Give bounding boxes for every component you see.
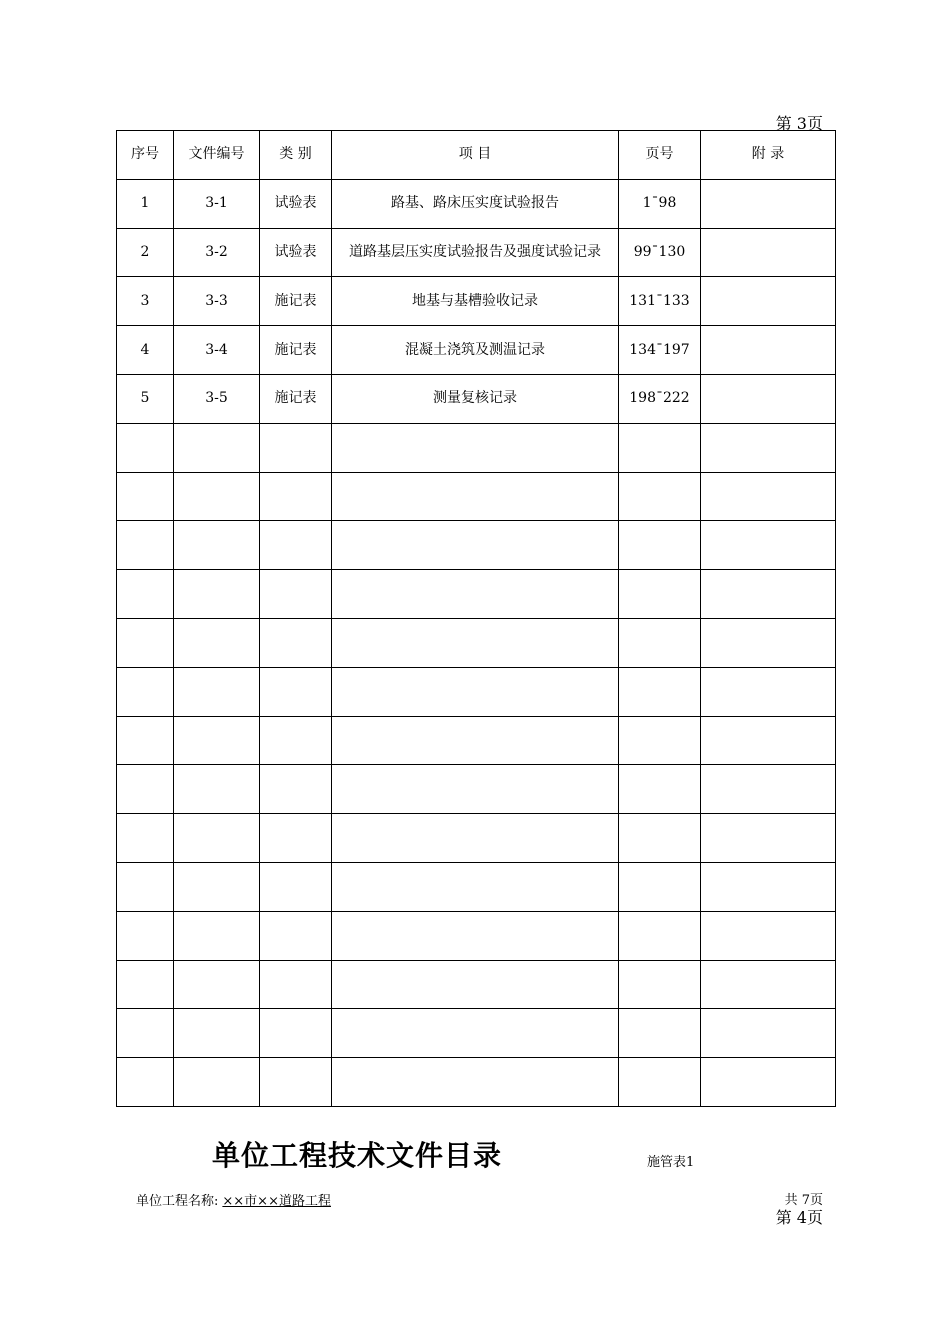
cell-category [260, 570, 332, 619]
cell-item [332, 814, 619, 863]
table-row-empty [117, 716, 836, 765]
cell-item [332, 667, 619, 716]
cell-note [701, 521, 836, 570]
cell-item [332, 960, 619, 1009]
cell-seq [117, 618, 174, 667]
cell-item: 地基与基槽验收记录 [332, 277, 619, 326]
cell-category [260, 521, 332, 570]
cell-note [701, 1058, 836, 1107]
table-row-empty [117, 1009, 836, 1058]
unit-name-value: ××市××道路工程 [222, 1194, 331, 1209]
table-row-empty [117, 521, 836, 570]
table-row [117, 374, 836, 423]
cell-note [701, 326, 836, 375]
cell-item [332, 862, 619, 911]
cell-seq [117, 667, 174, 716]
table-row-empty [117, 960, 836, 1009]
cell-note [701, 228, 836, 277]
unit-name-label: 单位工程名称: [136, 1194, 219, 1209]
cell-pages [619, 667, 701, 716]
cell-item: 测量复核记录 [332, 374, 619, 423]
cell-category [260, 667, 332, 716]
cell-category [260, 862, 332, 911]
cell-category [260, 716, 332, 765]
cell-item: 路基、路床压实度试验报告 [332, 179, 619, 228]
cell-category: 施记表 [260, 326, 332, 375]
cell-note [701, 765, 836, 814]
cell-seq: 2 [117, 228, 174, 277]
cell-item: 道路基层压实度试验报告及强度试验记录 [332, 228, 619, 277]
cell-code [174, 423, 260, 472]
table-row-empty [117, 570, 836, 619]
cell-note [701, 911, 836, 960]
unit-name-line [136, 1190, 335, 1209]
cell-pages [619, 960, 701, 1009]
cell-item [332, 1058, 619, 1107]
cell-code [174, 862, 260, 911]
cell-pages [619, 814, 701, 863]
cell-pages [619, 862, 701, 911]
cell-pages: 134¯197 [619, 326, 701, 375]
cell-note [701, 716, 836, 765]
cell-seq [117, 765, 174, 814]
cell-seq [117, 521, 174, 570]
cell-category [260, 1009, 332, 1058]
cell-note [701, 374, 836, 423]
cell-category: 施记表 [260, 277, 332, 326]
cell-pages [619, 521, 701, 570]
cell-code [174, 960, 260, 1009]
cell-seq: 1 [117, 179, 174, 228]
cell-note [701, 179, 836, 228]
cell-item [332, 570, 619, 619]
cell-item [332, 423, 619, 472]
cell-seq [117, 960, 174, 1009]
cell-code: 3-3 [174, 277, 260, 326]
cell-note [701, 618, 836, 667]
cell-item [332, 521, 619, 570]
cell-item [332, 765, 619, 814]
table-row-empty [117, 667, 836, 716]
cell-code: 3-1 [174, 179, 260, 228]
cell-category [260, 765, 332, 814]
col-header-note: 附 录 [701, 131, 836, 180]
table-row-empty [117, 911, 836, 960]
cell-seq: 5 [117, 374, 174, 423]
cell-seq: 3 [117, 277, 174, 326]
cell-note [701, 277, 836, 326]
document-title: 单位工程技术文件目录 [212, 1139, 503, 1172]
cell-pages [619, 716, 701, 765]
cell-category [260, 618, 332, 667]
cell-code [174, 911, 260, 960]
cell-code [174, 472, 260, 521]
cell-seq [117, 814, 174, 863]
cell-seq [117, 1009, 174, 1058]
cell-item [332, 472, 619, 521]
cell-item [332, 911, 619, 960]
cell-note [701, 667, 836, 716]
cell-pages: 99¯130 [619, 228, 701, 277]
cell-code [174, 765, 260, 814]
table-header-row [117, 131, 836, 180]
cell-seq [117, 1058, 174, 1107]
cell-category [260, 423, 332, 472]
cell-code: 3-4 [174, 326, 260, 375]
table-row-empty [117, 618, 836, 667]
cell-code [174, 618, 260, 667]
cell-item [332, 716, 619, 765]
table-row [117, 277, 836, 326]
table-row-empty [117, 814, 836, 863]
cell-pages: 131¯133 [619, 277, 701, 326]
cell-note [701, 423, 836, 472]
cell-seq [117, 862, 174, 911]
table-row-empty [117, 1058, 836, 1107]
cell-pages [619, 1009, 701, 1058]
cell-category [260, 814, 332, 863]
cell-code [174, 667, 260, 716]
cell-category [260, 960, 332, 1009]
cell-pages [619, 472, 701, 521]
cell-pages [619, 423, 701, 472]
table-row-empty [117, 765, 836, 814]
cell-code [174, 1009, 260, 1058]
table-row [117, 326, 836, 375]
cell-pages [619, 1058, 701, 1107]
page-number-bottom: 第 4页 [775, 1208, 823, 1227]
cell-category: 施记表 [260, 374, 332, 423]
table-row [117, 228, 836, 277]
cell-item [332, 1009, 619, 1058]
cell-code: 3-5 [174, 374, 260, 423]
cell-seq [117, 716, 174, 765]
cell-seq [117, 472, 174, 521]
cell-item [332, 618, 619, 667]
cell-pages: 1¯98 [619, 179, 701, 228]
cell-code [174, 521, 260, 570]
table-row [117, 179, 836, 228]
cell-pages: 198¯222 [619, 374, 701, 423]
cell-code [174, 716, 260, 765]
cell-code [174, 814, 260, 863]
col-header-seq: 序号 [117, 131, 174, 180]
cell-seq [117, 423, 174, 472]
col-header-item: 项 目 [332, 131, 619, 180]
cell-pages [619, 911, 701, 960]
cell-note [701, 570, 836, 619]
cell-category [260, 472, 332, 521]
cell-seq [117, 911, 174, 960]
table-row-empty [117, 423, 836, 472]
cell-code [174, 1058, 260, 1107]
col-header-category: 类 别 [260, 131, 332, 180]
cell-note [701, 960, 836, 1009]
table-row-empty [117, 862, 836, 911]
cell-category: 试验表 [260, 179, 332, 228]
total-pages: 共 7页 [784, 1193, 823, 1208]
cell-pages [619, 765, 701, 814]
cell-seq [117, 570, 174, 619]
cell-note [701, 472, 836, 521]
cell-code [174, 570, 260, 619]
table-row-empty [117, 472, 836, 521]
cell-pages [619, 618, 701, 667]
cell-category [260, 1058, 332, 1107]
col-header-pages: 页号 [619, 131, 701, 180]
form-code: 施管表1 [647, 1155, 695, 1170]
cell-category: 试验表 [260, 228, 332, 277]
cell-seq: 4 [117, 326, 174, 375]
cell-note [701, 814, 836, 863]
col-header-code: 文件编号 [174, 131, 260, 180]
directory-table [116, 130, 836, 1107]
cell-category [260, 911, 332, 960]
page-number-top: 第 3页 [775, 114, 823, 133]
cell-code: 3-2 [174, 228, 260, 277]
cell-item: 混凝土浇筑及测温记录 [332, 326, 619, 375]
cell-pages [619, 570, 701, 619]
cell-note [701, 862, 836, 911]
cell-note [701, 1009, 836, 1058]
